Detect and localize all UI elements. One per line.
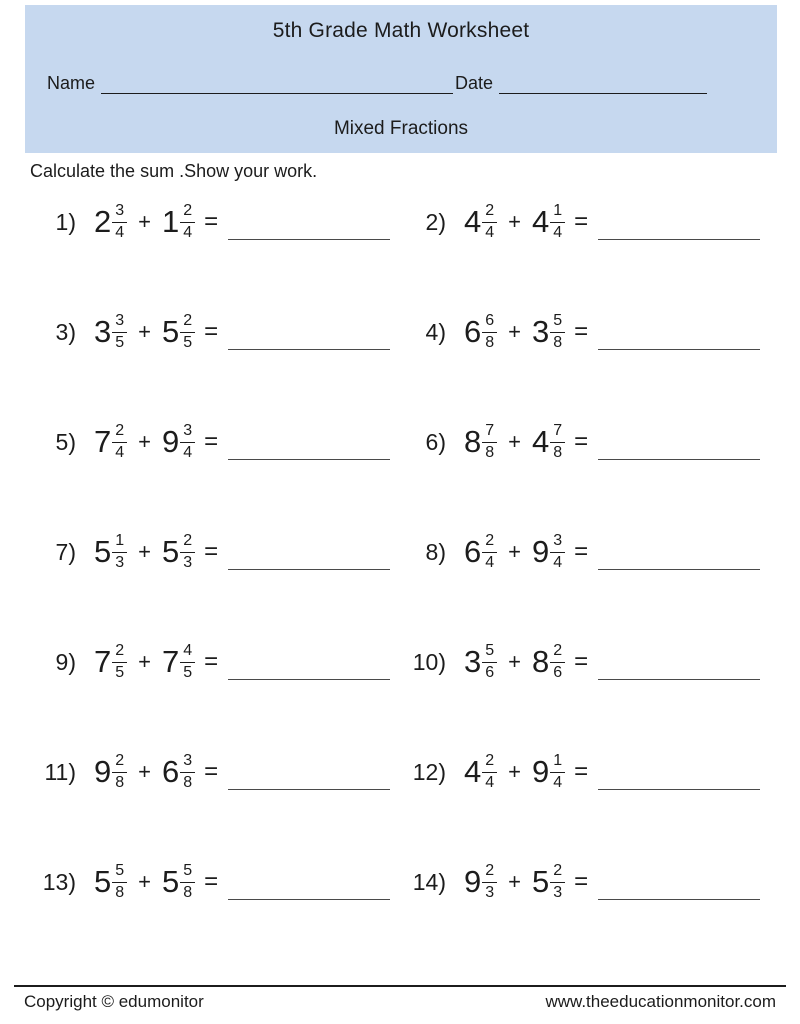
first-whole-number: 5 [94,864,112,899]
plus-operator: + [508,759,522,784]
answer-blank-line[interactable] [228,568,390,570]
first-whole-number: 6 [464,314,482,349]
equals-sign: = [204,318,219,345]
second-fraction-denominator: 5 [183,333,193,351]
second-fraction-numerator: 2 [550,862,565,882]
first-whole-number: 5 [94,534,112,569]
problem-number: 14) [412,868,446,895]
plus-operator: + [508,869,522,894]
equals-sign: = [204,208,219,235]
second-fraction [550,752,565,792]
second-fraction [550,422,565,462]
plus-operator: + [138,539,152,564]
first-fraction [482,422,497,462]
worksheet-header [25,5,777,153]
second-fraction [180,642,195,682]
first-fraction-numerator: 7 [482,422,497,442]
problem-expression [464,312,588,352]
copyright-text: Copyright © edumonitor [24,992,204,1011]
answer-blank-line[interactable] [598,348,760,350]
name-date-row [47,73,755,94]
second-fraction [550,862,565,902]
problem-item [30,630,400,694]
equals-sign: = [574,208,589,235]
first-fraction-denominator: 4 [115,443,125,461]
problem-item [30,190,400,254]
equals-sign: = [574,648,589,675]
second-whole-number: 7 [162,644,180,679]
problem-number: 8) [425,538,446,565]
equals-sign: = [204,538,219,565]
problem-expression [464,422,588,462]
second-fraction-numerator: 3 [180,422,195,442]
second-whole-number: 8 [532,644,550,679]
first-fraction-numerator: 2 [112,422,127,442]
first-fraction [112,642,127,682]
second-whole-number: 4 [532,204,550,239]
second-fraction-denominator: 6 [553,663,563,681]
problem-item [30,740,400,804]
first-fraction-denominator: 3 [115,553,125,571]
first-fraction [482,532,497,572]
plus-operator: + [508,539,522,564]
problem-number: 6) [425,428,446,455]
problem-expression [94,642,218,682]
answer-blank-line[interactable] [598,458,760,460]
first-whole-number: 3 [94,314,112,349]
problem-number: 1) [55,208,76,235]
first-fraction-numerator: 2 [482,862,497,882]
date-input-line[interactable] [499,74,707,94]
second-fraction-denominator: 8 [553,443,563,461]
problem-number: 12) [412,758,446,785]
first-fraction-numerator: 2 [112,752,127,772]
name-input-line[interactable] [101,74,453,94]
answer-blank-line[interactable] [598,568,760,570]
answer-blank-line[interactable] [228,458,390,460]
equals-sign: = [574,318,589,345]
problem-expression [464,752,588,792]
plus-operator: + [138,649,152,674]
first-fraction [482,312,497,352]
problem-number: 2) [425,208,446,235]
first-whole-number: 4 [464,754,482,789]
first-fraction-denominator: 5 [115,333,125,351]
second-fraction-numerator: 5 [180,862,195,882]
second-whole-number: 5 [532,864,550,899]
problem-number: 5) [55,428,76,455]
second-fraction-numerator: 4 [180,642,195,662]
problem-item [400,190,770,254]
second-fraction-numerator: 3 [180,752,195,772]
first-fraction-numerator: 2 [482,752,497,772]
first-fraction-denominator: 4 [485,773,495,791]
problem-number: 9) [55,648,76,675]
date-label: Date [455,73,494,93]
second-fraction [550,532,565,572]
equals-sign: = [204,868,219,895]
first-fraction [482,752,497,792]
first-whole-number: 8 [464,424,482,459]
first-fraction-denominator: 5 [115,663,125,681]
first-whole-number: 7 [94,644,112,679]
second-fraction-denominator: 4 [553,773,563,791]
problem-item [400,630,770,694]
problem-number: 11) [44,758,76,785]
second-fraction-denominator: 4 [553,553,563,571]
problem-number: 7) [55,538,76,565]
plus-operator: + [508,649,522,674]
answer-blank-line[interactable] [228,238,390,240]
problem-number: 3) [55,318,76,345]
second-fraction-denominator: 4 [183,443,193,461]
answer-blank-line[interactable] [228,348,390,350]
plus-operator: + [508,319,522,344]
second-fraction-numerator: 2 [180,312,195,332]
second-fraction-denominator: 5 [183,663,193,681]
second-fraction [550,202,565,242]
first-fraction [482,202,497,242]
plus-operator: + [138,759,152,784]
second-whole-number: 5 [162,314,180,349]
first-fraction-denominator: 8 [485,443,495,461]
first-fraction-numerator: 5 [482,642,497,662]
first-whole-number: 7 [94,424,112,459]
problem-expression [464,862,588,902]
second-whole-number: 3 [532,314,550,349]
first-whole-number: 9 [94,754,112,789]
second-whole-number: 5 [162,534,180,569]
plus-operator: + [138,209,152,234]
first-fraction [112,202,127,242]
first-fraction-denominator: 8 [115,773,125,791]
second-fraction-numerator: 1 [550,202,565,222]
first-whole-number: 2 [94,204,112,239]
answer-blank-line[interactable] [598,898,760,900]
second-fraction [180,422,195,462]
second-fraction-denominator: 3 [183,553,193,571]
problem-expression [94,202,218,242]
second-whole-number: 1 [162,204,180,239]
problem-item [400,520,770,584]
second-fraction-denominator: 4 [553,223,563,241]
second-fraction [180,312,195,352]
problem-expression [94,862,218,902]
first-fraction [112,312,127,352]
first-fraction-denominator: 8 [115,883,125,901]
second-fraction-numerator: 2 [180,202,195,222]
plus-operator: + [508,209,522,234]
second-whole-number: 6 [162,754,180,789]
plus-operator: + [508,429,522,454]
first-fraction-numerator: 2 [112,642,127,662]
second-whole-number: 9 [532,534,550,569]
answer-blank-line[interactable] [228,788,390,790]
first-whole-number: 9 [464,864,482,899]
equals-sign: = [204,428,219,455]
problem-item [30,410,400,474]
problem-expression [464,642,588,682]
website-link[interactable]: www.theeducationmonitor.com [545,992,776,1011]
first-fraction-numerator: 2 [482,202,497,222]
first-fraction-numerator: 3 [112,202,127,222]
first-fraction [482,862,497,902]
second-fraction [550,312,565,352]
first-fraction [112,422,127,462]
first-fraction-denominator: 4 [115,223,125,241]
answer-blank-line[interactable] [228,678,390,680]
equals-sign: = [574,758,589,785]
problem-item [30,300,400,364]
problem-expression [94,532,218,572]
problem-item [400,410,770,474]
problem-number: 4) [425,318,446,345]
first-fraction [112,862,127,902]
problem-item [400,300,770,364]
second-whole-number: 9 [532,754,550,789]
second-fraction-denominator: 3 [553,883,563,901]
second-fraction [550,642,565,682]
second-fraction-numerator: 2 [550,642,565,662]
first-fraction [482,642,497,682]
second-fraction-numerator: 2 [180,532,195,552]
problem-item [400,850,770,914]
plus-operator: + [138,869,152,894]
first-fraction-denominator: 8 [485,333,495,351]
first-whole-number: 4 [464,204,482,239]
first-fraction-numerator: 2 [482,532,497,552]
first-fraction-denominator: 3 [485,883,495,901]
first-fraction [112,532,127,572]
problem-number: 10) [412,648,446,675]
answer-blank-line[interactable] [598,788,760,790]
equals-sign: = [574,538,589,565]
problem-expression [94,312,218,352]
problem-expression [94,752,218,792]
first-fraction-numerator: 5 [112,862,127,882]
second-fraction-numerator: 3 [550,532,565,552]
second-fraction-numerator: 7 [550,422,565,442]
first-fraction-numerator: 1 [112,532,127,552]
second-fraction-numerator: 5 [550,312,565,332]
first-fraction-denominator: 4 [485,223,495,241]
second-fraction-denominator: 8 [183,773,193,791]
first-fraction [112,752,127,792]
worksheet-subtitle: Mixed Fractions [333,118,469,139]
name-label: Name [47,73,96,93]
second-fraction [180,532,195,572]
first-fraction-denominator: 4 [485,553,495,571]
worksheet-title: 5th Grade Math Worksheet [272,19,530,42]
answer-blank-line[interactable] [228,898,390,900]
second-fraction-numerator: 1 [550,752,565,772]
problem-expression [94,422,218,462]
second-fraction [180,862,195,902]
second-fraction-denominator: 8 [183,883,193,901]
first-whole-number: 3 [464,644,482,679]
second-fraction [180,202,195,242]
footer [14,985,786,1012]
equals-sign: = [574,868,589,895]
problem-item [30,850,400,914]
second-whole-number: 5 [162,864,180,899]
problem-item [30,520,400,584]
equals-sign: = [574,428,589,455]
second-fraction-denominator: 8 [553,333,563,351]
equals-sign: = [204,648,219,675]
second-fraction [180,752,195,792]
second-whole-number: 4 [532,424,550,459]
first-whole-number: 6 [464,534,482,569]
first-fraction-denominator: 6 [485,663,495,681]
problem-item [400,740,770,804]
plus-operator: + [138,319,152,344]
second-whole-number: 9 [162,424,180,459]
equals-sign: = [204,758,219,785]
first-fraction-numerator: 6 [482,312,497,332]
problem-expression [464,532,588,572]
plus-operator: + [138,429,152,454]
second-fraction-denominator: 4 [183,223,193,241]
first-fraction-numerator: 3 [112,312,127,332]
problem-expression [464,202,588,242]
instruction-text: Calculate the sum .Show your work. [30,161,318,181]
problem-number: 13) [42,868,76,895]
answer-blank-line[interactable] [598,678,760,680]
answer-blank-line[interactable] [598,238,760,240]
problems-grid [30,190,770,960]
